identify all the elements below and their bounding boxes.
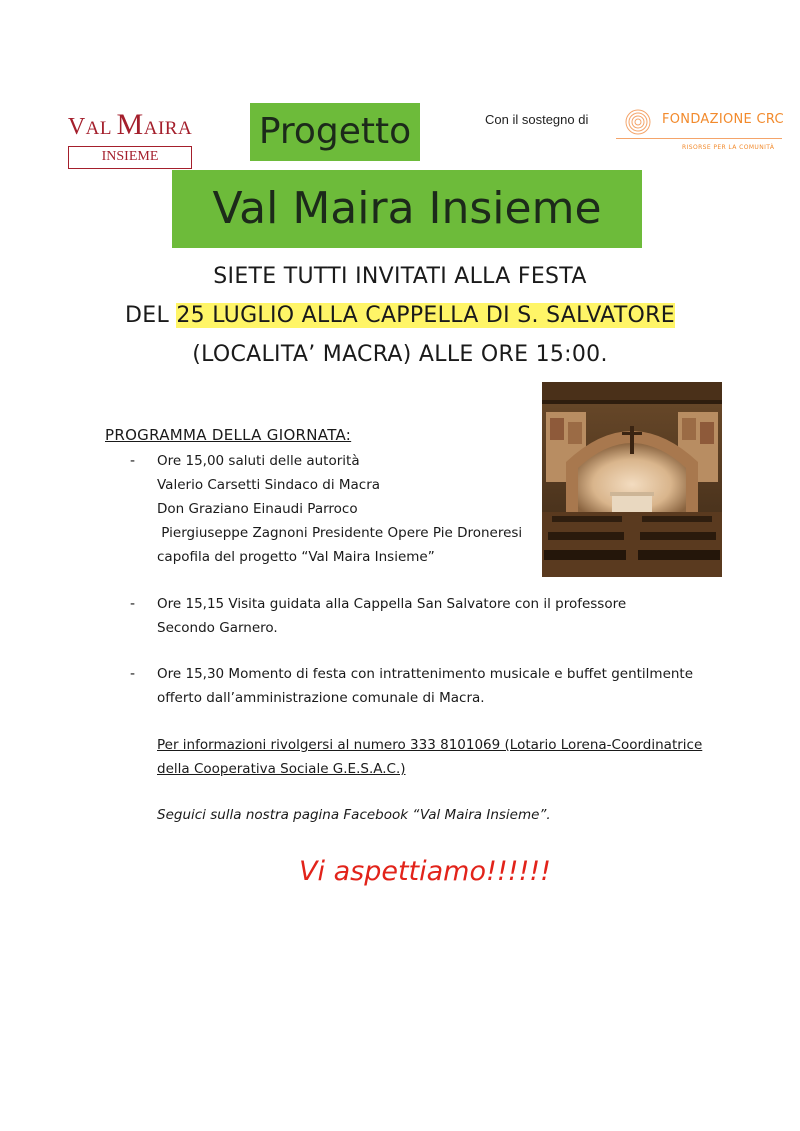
program-item-2-line-2: Secondo Garnero. — [157, 620, 278, 636]
chapel-photo-image — [542, 382, 722, 577]
sponsor-text: Con il sostegno di — [485, 112, 589, 127]
program-item-3-line-2: offerto dall’amministrazione comunale di Macra. — [157, 690, 485, 706]
crc-tagline: RISORSE PER LA COMUNITÀ — [682, 144, 775, 151]
program-item-3-line-1: Ore 15,30 Momento di festa con intrattenimento musicale e buffet gentilmente — [157, 666, 694, 682]
logo-title: VAL MAIRA — [67, 108, 193, 141]
invitation-line-2-prefix: DEL — [125, 303, 177, 328]
project-title-banner — [172, 170, 642, 248]
program-item-1-line-5: capofila del progetto “Val Maira Insieme” — [157, 549, 435, 565]
program-item-1-line-4: Piergiuseppe Zagnoni Presidente Opere Pie Droneresi — [157, 525, 523, 541]
info-line-1: Per informazioni rivolgersi al numero 333 8101069 (Lotario Lorena-Coordinatrice — [157, 737, 703, 753]
closing-message: Vi aspettiamo!!!!!! — [299, 856, 551, 887]
invitation-date-highlight: 25 LUGLIO ALLA CAPPELLA DI S. SALVATORE — [176, 303, 675, 328]
program-heading: PROGRAMMA DELLA GIORNATA: — [105, 426, 352, 444]
crc-name: FONDAZIONE CRC — [662, 112, 784, 127]
logo-subtitle: INSIEME — [68, 146, 192, 169]
invitation-line-1: SIETE TUTTI INVITATI ALLA FESTA — [213, 264, 587, 289]
info-line-2: della Cooperativa Sociale G.E.S.A.C.) — [157, 761, 406, 777]
rings-icon — [616, 108, 660, 136]
program-item-3-dash: - — [130, 666, 136, 682]
program-item-1-dash: - — [130, 453, 136, 469]
program-item-1-line-3: Don Graziano Einaudi Parroco — [157, 501, 358, 517]
crc-divider — [616, 138, 782, 139]
fondazione-crc-logo — [616, 104, 788, 156]
progetto-banner — [250, 103, 420, 161]
program-item-2-line-1: Ore 15,15 Visita guidata alla Cappella San Salvatore con il professore — [157, 596, 627, 612]
progetto-label: Progetto — [258, 111, 412, 152]
invitation-line-2 — [0, 303, 800, 328]
chapel-interior-photo — [542, 382, 722, 577]
program-item-1-line-2: Valerio Carsetti Sindaco di Macra — [157, 477, 381, 493]
program-item-1-line-1: Ore 15,00 saluti delle autorità — [157, 453, 360, 469]
val-maira-logo — [60, 108, 200, 169]
invitation-line-3: (LOCALITA’ MACRA) ALLE ORE 15:00. — [192, 342, 608, 367]
project-title: Val Maira Insieme — [212, 183, 602, 234]
program-item-2-dash: - — [130, 596, 136, 612]
facebook-note: Seguici sulla nostra pagina Facebook “Val Maira Insieme”. — [157, 807, 551, 823]
